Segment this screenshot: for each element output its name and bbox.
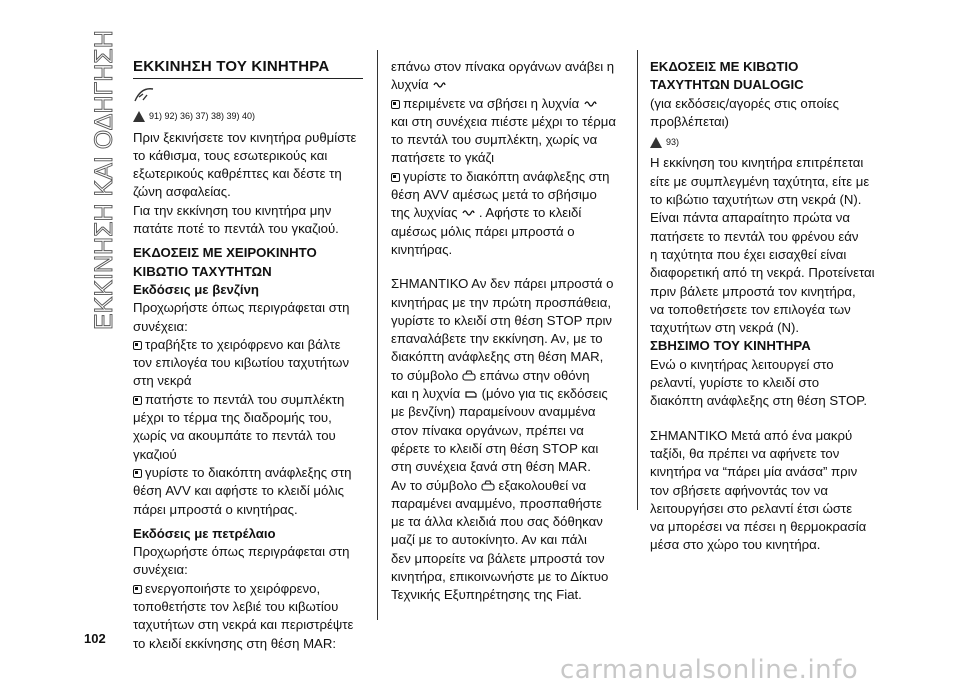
heading-manual-gearbox: ΕΚΔΟΣΕΙΣ ΜΕ ΧΕΙΡΟΚΙΝΗΤΟ ΚΙΒΩΤΙΟ ΤΑΧΥΤΗΤΩΝ Εκδόσεις με βενζίνη — [133, 245, 317, 297]
notes-text: 91) 92) 36) 37) 38) 39) 40) — [149, 111, 256, 122]
heading-diesel: Εκδόσεις με πετρέλαιο — [133, 525, 276, 541]
heading-engine-stop: ΣΒΗΣΙΜΟ ΤΟΥ ΚΙΝΗΤΗΡΑ — [650, 338, 811, 354]
bullet-icon — [133, 341, 142, 350]
engine-check-icon — [464, 388, 478, 400]
glow-plug-icon — [583, 98, 597, 110]
bullet-item: τραβήξτε το χειρόφρενο και βάλτε τον επιλογέα του κιβωτίου ταχυτήτων στη νεκρά — [133, 336, 350, 389]
paragraph: Ενώ ο κινητήρας λειτουργεί στο ρελαντί, γυρίστε το κλειδί στο διακόπτη ανάφλεξης στη θέση STOP. — [650, 356, 867, 409]
paragraph: Προχωρήστε όπως περιγράφεται στη συνέχεια: — [133, 544, 350, 578]
paragraph: (για εκδόσεις/αγορές στις οποίες προβλέπεται) — [650, 95, 839, 129]
column-separator-1 — [377, 50, 378, 620]
paragraph: επάνω στον πίνακα οργάνων ανάβει η λυχνία — [391, 59, 615, 93]
bullet-icon — [133, 396, 142, 405]
column-1 — [133, 58, 363, 653]
column-2 — [391, 58, 631, 605]
bullet-item: περιμένετε να σβήσει η λυχνία και στη συνέχεια πιέστε μέχρι το τέρμα το πεντάλ του συμπλέκτη, χωρίς να πατήσετε το γκάζι — [391, 95, 616, 166]
bullet-icon — [133, 585, 142, 594]
column-separator-2 — [637, 50, 638, 510]
section-title: ΕΚΚΙΝΗΣΗ ΤΟΥ ΚΙΝΗΤΗΡΑ — [133, 58, 363, 79]
watermark: carmanualsonline.info — [560, 655, 859, 685]
notes-text: 93) — [666, 137, 680, 148]
warning-icon — [650, 137, 662, 148]
important-note: ΣΗΜΑΝΤΙΚΟ Αν δεν πάρει μπροστά ο κινητήρας με την πρώτη προσπάθεια, γυρίστε το κλειδί στη θέση STOP πριν επαναλάβετε την εκκίνηση. Αν, με το διακόπτη ανάφλεξης στη θέση MAR, το σύμβολο επάνω στην οθόνη και η λυχνία (μόνο για τις εκδόσεις με βενζίνη) παραμείνουν αναμμένα στον πίνακα οργάνων, πρέπει να φέρετε το κλειδί στη θέση STOP και στη συνέχεια ξανά στη θέση MAR. Αν το σύμβολο εξακολουθεί να παραμένει αναμμένο, προσπαθήστε με τα άλλα κλειδιά που σας δόθηκαν μαζί με το αυτοκίνητο. Αν και πάλι δεν μπορείτε να βάλετε μπροστά τον κινητήρα, επικοινωνήστε με το Δίκτυο Τεχνικής Εξυπηρέτησης της Fiat. — [391, 276, 614, 603]
heading-dualogic: ΕΚΔΟΣΕΙΣ ΜΕ ΚΙΒΩΤΙΟ ΤΑΧΥΤΗΤΩΝ DUALOGIC — [650, 59, 804, 93]
paragraph: Προχωρήστε όπως περιγράφεται στη συνέχεια: — [133, 300, 350, 334]
side-title-text: ΕΚΚΙΝΗΣΗ ΚΑΙ ΟΔΗΓΗΣΗ — [90, 30, 118, 330]
warning-icon — [133, 111, 145, 122]
fuel-pump-icon — [133, 85, 363, 105]
car-key-icon — [481, 480, 495, 492]
side-title — [84, 30, 124, 330]
bullet-item: πατήστε το πεντάλ του συμπλέκτη μέχρι το τέρμα της διαδρομής του, χωρίς να ακουμπάτε το πεντάλ του γκαζιού — [133, 391, 345, 462]
glow-plug-icon — [432, 79, 446, 91]
car-key-icon — [462, 370, 476, 382]
bullet-icon — [133, 469, 142, 478]
bullet-icon — [391, 100, 400, 109]
bullet-icon — [391, 173, 400, 182]
paragraph: Η εκκίνηση του κινητήρα επιτρέπεται είτε με συμπλεγμένη ταχύτητα, είτε με το κιβώτιο ταχυτήτων στη νεκρά (N). Είναι πάντα απαραίτητο πρώτα να πατήσετε το πεντάλ του φρένου εάν η ταχύτητα που έχει εισαχθεί είναι διαφορετική από τη νεκρά. Προτείνεται πριν βάλετε μπροστά τον κινητήρα, να τοποθετήσετε τον επιλογέα των ταχυτήτων στη νεκρά (N). — [650, 155, 875, 336]
bullet-item: ενεργοποιήστε το χειρόφρενο, τοποθετήστε τον λεβιέ του κιβωτίου ταχυτήτων στη νεκρά και περιστρέψτε το κλειδί εκκίνησης στη θέση MAR: — [133, 580, 354, 651]
paragraph: Πριν ξεκινήσετε τον κινητήρα ρυθμίστε το κάθισμα, τους εσωτερικούς και εξωτερικούς καθρέπτες και δέστε τη ζώνη ασφαλείας. Για την εκκίνηση του κινητήρα μην πατάτε ποτέ το πεντάλ του γκαζιού. — [133, 129, 357, 237]
important-note: ΣΗΜΑΝΤΙΚΟ Μετά από ένα μακρύ ταξίδι, θα πρέπει να αφήνετε τον κινητήρα να “πάρει μία ανάσα” πριν τον σβήσετε αφήνοντάς τον να λειτουργήσει στο ρελαντί έτσι ώστε να μπορέσει να πέσει η θερμοκρασία μέσα στο χώρο του κινητήρα. — [650, 427, 867, 553]
glow-plug-icon — [461, 207, 475, 219]
column-3 — [650, 58, 880, 555]
page-number: 102 — [84, 631, 106, 646]
bullet-item: γυρίστε το διακόπτη ανάφλεξης στη θέση AVV αμέσως μετά το σβήσιμο της λυχνίας . Αφήστε το κλειδί αμέσως μόλις πάρει μπροστά ο κινητήρας. — [391, 168, 610, 257]
notes-references — [133, 107, 363, 125]
bullet-item: γυρίστε το διακόπτη ανάφλεξης στη θέση AVV και αφήστε το κλειδί μόλις πάρει μπροστά ο κινητήρας. — [133, 464, 352, 517]
notes-references — [650, 133, 880, 151]
